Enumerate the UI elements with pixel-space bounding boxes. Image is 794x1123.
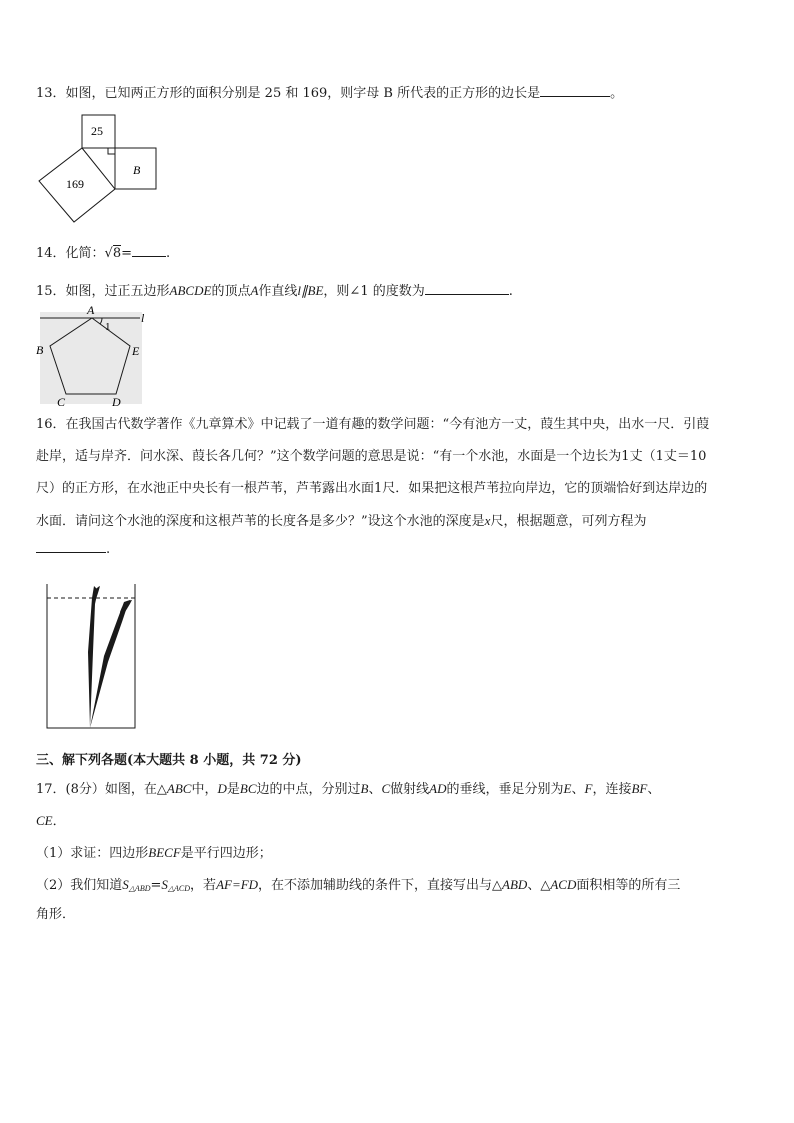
q16-answer-blank[interactable] bbox=[36, 540, 106, 553]
q16-line4 bbox=[36, 512, 646, 531]
label-l: l bbox=[141, 311, 145, 325]
radical-sign: √ bbox=[104, 246, 113, 261]
right-angle-mark bbox=[108, 148, 115, 154]
q16-answer-line bbox=[36, 540, 110, 559]
q17-triangle: ABC bbox=[166, 781, 192, 796]
q16-end: . bbox=[106, 542, 111, 557]
q17-part1 bbox=[36, 844, 272, 863]
q16-line2: 赴岸，适与岸齐．问水深、葭长各几何？”这个数学问题的意思是说：“有一个水池，水面是一个边长为1丈（1丈＝10 bbox=[36, 449, 707, 464]
q17-sep-2: 、 bbox=[571, 782, 585, 797]
q15-answer-blank[interactable] bbox=[425, 282, 509, 295]
q13-end: 。 bbox=[610, 86, 624, 101]
q17-tri-abd: ABD bbox=[502, 877, 528, 892]
q17-tri-acd: ACD bbox=[550, 877, 577, 892]
q17-part2 bbox=[36, 876, 680, 898]
section-3-title: 三、解下列各题(本大题共 8 小题，共 72 分) bbox=[36, 753, 302, 768]
q14-end: . bbox=[166, 246, 171, 261]
area-equals: = bbox=[150, 878, 162, 893]
area-sub-2: △ACD bbox=[167, 884, 191, 893]
q13-text bbox=[36, 84, 623, 103]
q15-polygon-name: ABCDE bbox=[169, 283, 212, 298]
area-sub-1: △ABD bbox=[128, 884, 151, 893]
q16-line4-pre: 水面．请问这个水池的深度和这根芦苇的长度各是多少？”设这个水池的深度是 bbox=[36, 514, 485, 529]
q17-point-d: D bbox=[217, 781, 227, 796]
q13-answer-blank[interactable] bbox=[540, 84, 610, 97]
label-A: A bbox=[87, 303, 95, 317]
label-169: 169 bbox=[66, 177, 84, 191]
q15-stem-4: ，则∠1 的度数为 bbox=[323, 284, 425, 299]
label-b: B bbox=[133, 163, 141, 177]
q17-p2-mid: ，若 bbox=[190, 878, 217, 893]
area-symbol-1: S bbox=[122, 877, 129, 892]
q17-sep-3: 、 bbox=[647, 782, 661, 797]
q17-quad: BECF bbox=[148, 845, 181, 860]
q17-p1-pre: （1）求证：四边形 bbox=[36, 846, 149, 861]
q16-line1: 16．在我国古代数学著作《九章算术》中记载了一道有趣的数学问题：“今有池方一丈，葭生其中央，出水一尺．引葭 bbox=[36, 417, 710, 432]
reed-tip-leaning bbox=[120, 600, 132, 616]
q17-p2-pre: （2）我们知道 bbox=[36, 878, 123, 893]
q17-p1-post: 是平行四边形； bbox=[180, 846, 272, 861]
q17-af-fd: AF=FD bbox=[216, 877, 259, 892]
q15-line-relation: l∥BE bbox=[297, 283, 324, 298]
q17-stem-2: 中， bbox=[191, 782, 218, 797]
q17-stem-4: 边的中点，分别过 bbox=[256, 782, 361, 797]
q17-sep-1: 、 bbox=[368, 782, 382, 797]
q17-point-c: C bbox=[381, 781, 391, 796]
q17-ray-ad: AD bbox=[429, 781, 447, 796]
q16-line4-post: 尺，根据题意，可列方程为 bbox=[490, 514, 647, 529]
label-B: B bbox=[36, 343, 44, 357]
q17-line2-end: ． bbox=[52, 814, 66, 829]
q17-line2 bbox=[36, 812, 66, 831]
label-D: D bbox=[112, 395, 121, 409]
q15-vertex: A bbox=[250, 283, 259, 298]
q14-text bbox=[36, 244, 170, 263]
q17-part2-line2: 角形． bbox=[36, 907, 76, 922]
q15-text bbox=[36, 282, 513, 301]
q14-stem: 14．化简： bbox=[36, 246, 105, 261]
reed-leaning bbox=[90, 600, 130, 728]
area-symbol-2: S bbox=[161, 877, 168, 892]
q16-figure bbox=[46, 582, 146, 732]
q17-p2-post: ，在不添加辅助线的条件下，直接写出与△ bbox=[258, 878, 503, 893]
label-E: E bbox=[132, 344, 140, 358]
q17-point-f: F bbox=[584, 781, 593, 796]
q17-line1 bbox=[36, 780, 660, 799]
q15-stem-1: 15．如图，过正五边形 bbox=[36, 284, 170, 299]
q13-figure bbox=[36, 112, 176, 227]
label-25: 25 bbox=[91, 124, 103, 138]
q15-end: . bbox=[508, 284, 513, 299]
equals-sign: = bbox=[121, 246, 133, 261]
q16-variable: x bbox=[484, 513, 491, 528]
q13-stem: 13．如图，已知两正方形的面积分别是 25 和 169，则字母 B 所代表的正方形的边长是 bbox=[36, 86, 541, 101]
q16-line3: 尺）的正方形，在水池正中央长有一根芦苇，芦苇露出水面1尺．如果把这根芦苇拉向岸边，它的顶端恰好到达岸边的 bbox=[36, 481, 708, 496]
q17-p2-tail: 面积相等的所有三 bbox=[576, 878, 681, 893]
q17-stem-7: ，连接 bbox=[592, 782, 632, 797]
q17-stem-1: 17．(8分）如图，在△ bbox=[36, 782, 167, 797]
q17-stem-6: 的垂线，垂足分别为 bbox=[446, 782, 564, 797]
q17-sep-4: 、△ bbox=[527, 878, 551, 893]
q15-stem-2: 的顶点 bbox=[211, 284, 251, 299]
q14-answer-blank[interactable] bbox=[132, 244, 166, 257]
q15-stem-3: 作直线 bbox=[258, 284, 298, 299]
reed-vertical bbox=[88, 586, 98, 728]
label-C: C bbox=[57, 395, 66, 409]
label-1: 1 bbox=[105, 321, 111, 333]
radicand: 8 bbox=[112, 246, 122, 261]
q17-point-b: B bbox=[360, 781, 369, 796]
q15-figure bbox=[36, 303, 146, 409]
q17-stem-5: 做射线 bbox=[390, 782, 430, 797]
q17-point-e: E bbox=[563, 781, 572, 796]
q17-side-bc: BC bbox=[239, 781, 257, 796]
q17-seg-bf: BF bbox=[631, 781, 648, 796]
q17-stem-3: 是 bbox=[226, 782, 240, 797]
q17-seg-ce: CE bbox=[36, 813, 53, 828]
